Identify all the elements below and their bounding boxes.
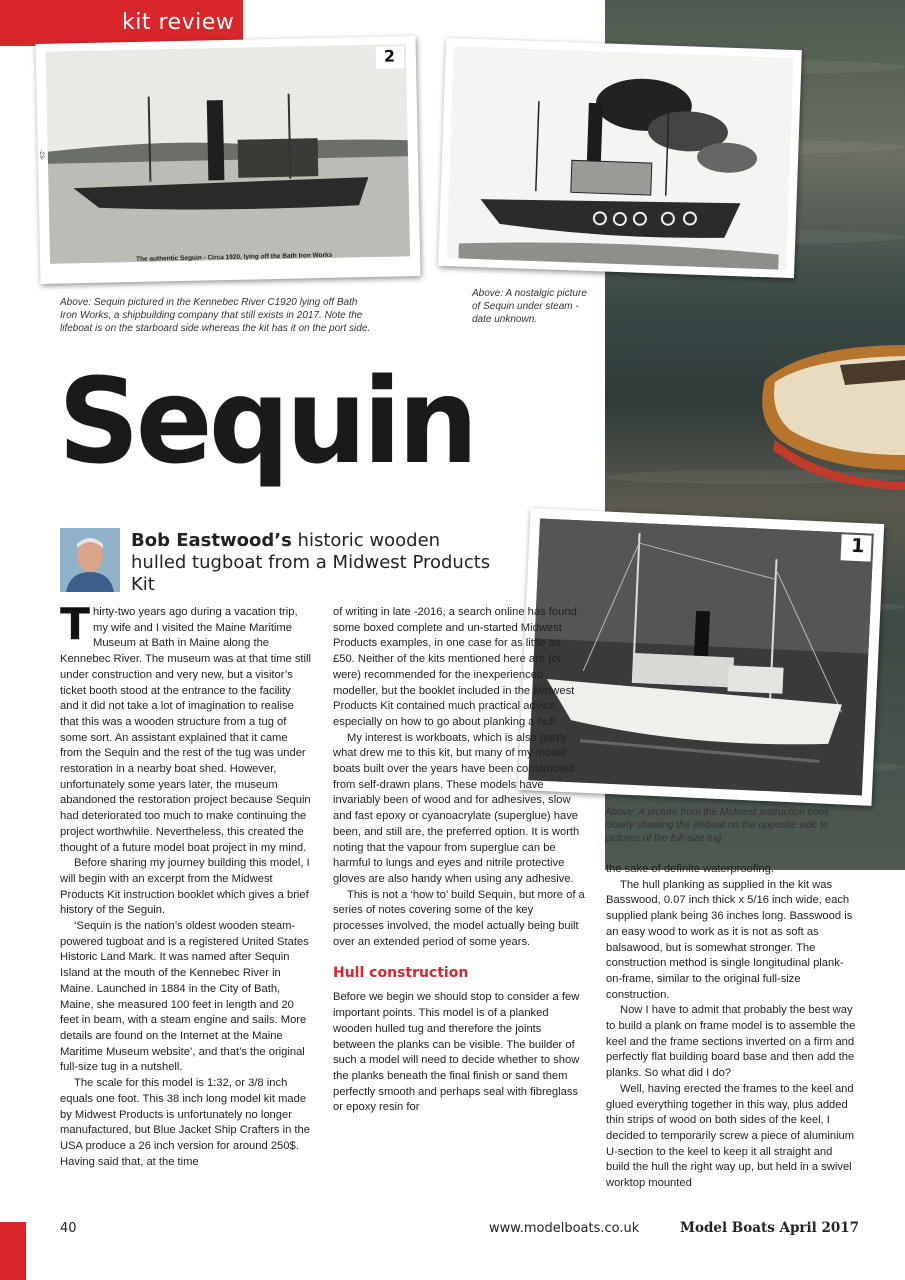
author-portrait-illustration <box>60 528 120 592</box>
tugboat-photo-illustration <box>36 36 421 284</box>
footer-red-bar <box>0 1222 26 1280</box>
photo-number: 2 <box>383 46 396 66</box>
paragraph: The scale for this model is 1:32, or 3/8 inch equals one foot. This 38 inch long model kit made by Midwest Products is unfortunately no longer manufactured, but Blue Jacket Ship Crafters in the USA produce a 26 inch version for around 250$. Having said that, at the time <box>60 1077 310 1168</box>
paragraph: Now I have to admit that probably the best way to build a plank on frame model is to assemble the keel and the frame sections inverted on a firm and perfectly flat building board base and then add the planks. So what did I do? <box>606 1004 856 1080</box>
footer-url: www.modelboats.co.uk <box>489 1221 640 1236</box>
photo-inscription: The authentic Seguin - Circa 1920, lying off the Bath Iron Works <box>135 251 333 263</box>
paragraph: Before sharing my journey building this model, I will begin with an excerpt from the Midwest Products Kit instruction booklet which gives a brief history of the Seguin. <box>60 857 310 917</box>
paragraph: Before we begin we should stop to consider a few important points. This model is of a planked wooden hulled tug and therefore the joints between the planks can be visible. The builder of such a model will need to decide whether to show the planks beneath the final finish or sand them perfectly smooth and perhaps seal with fibreglass or epoxy resin for <box>333 991 580 1114</box>
paragraph: This is not a ‘how to’ build Sequin, but more of a series of notes covering some of the key processes involved, the model actually being built over an extended period of some years. <box>333 888 585 948</box>
caption-photo-steam: Above: A nostalgic picture of Sequin under steam - date unknown. <box>472 288 587 325</box>
standfirst-author: Bob Eastwood’s <box>131 530 292 551</box>
article-column-3 <box>606 862 858 1192</box>
paragraph: of writing in late -2016, a search online has found some boxed complete and un-started Midwest Products examples, in one case for as little as £50. Neither of the kits mentioned here are (or were) recommended for the inexperienced modeller, but the booklet included in the Midwest Products Kit contained much practical advice, especially on how to go about planking a hull. <box>333 606 577 728</box>
paragraph: Thirty-two years ago during a vacation trip, my wife and I visited the Maine Maritime Museum at Bath in Maine along the Kennebec River. The museum was at that time still under construction and very new, but a visitor’s ticket booth stood at the entrance to the facility and it did not take a lot of imagination to realise that this was a wooden structure from a tug of some sort. An assistant explained that it came from the Sequin and the rest of the tug was under restoration in a nearby boat shed. However, unfortunately some years later, the museum abandoned the restoration project because Sequin had deteriorated too much to make continuing the project worthwhile. Nevertheless, this created the thought of a future model boat project in my mind. <box>60 599 312 854</box>
caption-photo2: Above: Sequin pictured in the Kennebec River C1920 lying off Bath Iron Works, a shipbuilding company that still exists in 2017. Note the lifeboat is on the starboard side whereas the kit has it on the port side. <box>60 297 371 334</box>
section-tab <box>0 0 243 46</box>
steam-tug-illustration <box>438 38 802 278</box>
standfirst-text: historic wooden hulled tugboat from a Midwest Products Kit <box>131 530 491 595</box>
section-tab-label: kit review <box>122 10 235 35</box>
photo-authentic-seguin <box>36 36 421 284</box>
paragraph: My interest is workboats, which is also partly what drew me to this kit, but many of my model boats built over the years have been constructed from self-drawn plans. These models have invariably been of wood and for adhesives, slow and fast epoxy or cyanoacrylate (superglue) have been, and still are, the preferred option. It is worth noting that the vapour from superglue can be harmful to lungs and eyes and nitrile protective gloves are also handy when using any adhesive. <box>333 731 580 885</box>
paragraph: ‘Sequin is the nation’s oldest wooden steam-powered tugboat and is a registered United States Historic Land Mark. It was named after Sequin Island at the mouth of the Kennebec River in Maine. Launched in 1884 in the City of Bath, Maine, she measured 100 feet in length and 20 feet in beam, with a steam engine and sails. More details are found on the Internet at the Maine Maritime Museum website’, and that’s the original full-size tug in a nutshell. <box>60 920 309 1074</box>
photo-steam-sketch <box>438 38 802 278</box>
article-column-2 <box>333 605 585 1116</box>
page-number: 40 <box>60 1221 77 1236</box>
paragraph: The hull planking as supplied in the kit was Basswood, 0.07 inch thick x 5/16 inch wide, each supplied plank being 36 inches long. Basswood is an easy wood to work as it is not as soft as balsawood, but is somewhat stronger. The construction method is single longitudinal plank-on-frame, similar to the original full-size construction. <box>606 878 853 1001</box>
subheading-hull-construction: Hull construction <box>333 965 469 982</box>
drop-cap: T <box>60 599 91 650</box>
footer-magazine-issue: Model Boats April 2017 <box>680 1220 860 1236</box>
paragraph: the sake of definite waterproofing. <box>606 863 774 875</box>
article-column-1 <box>60 599 312 1170</box>
photo-number: 1 <box>850 534 865 558</box>
standfirst <box>131 530 491 596</box>
paragraph: Well, having erected the frames to the keel and glued everything together in this way, plus added thin strips of wood on both sides of the keel, I decided to temporarily screw a piece of aluminium U-section to the keel to keep it all straight and build the hull the right way up, but held in a swivel worktop mounted <box>606 1082 855 1190</box>
caption-photo1: Above: A picture from the Midwest instruction book, clearly showing the lifeboat on the opposite side to pictures of the full-size tug. <box>605 807 833 844</box>
margin-mark: -23- <box>38 149 45 161</box>
author-photo <box>60 528 120 592</box>
article-title: Sequin <box>58 352 475 490</box>
